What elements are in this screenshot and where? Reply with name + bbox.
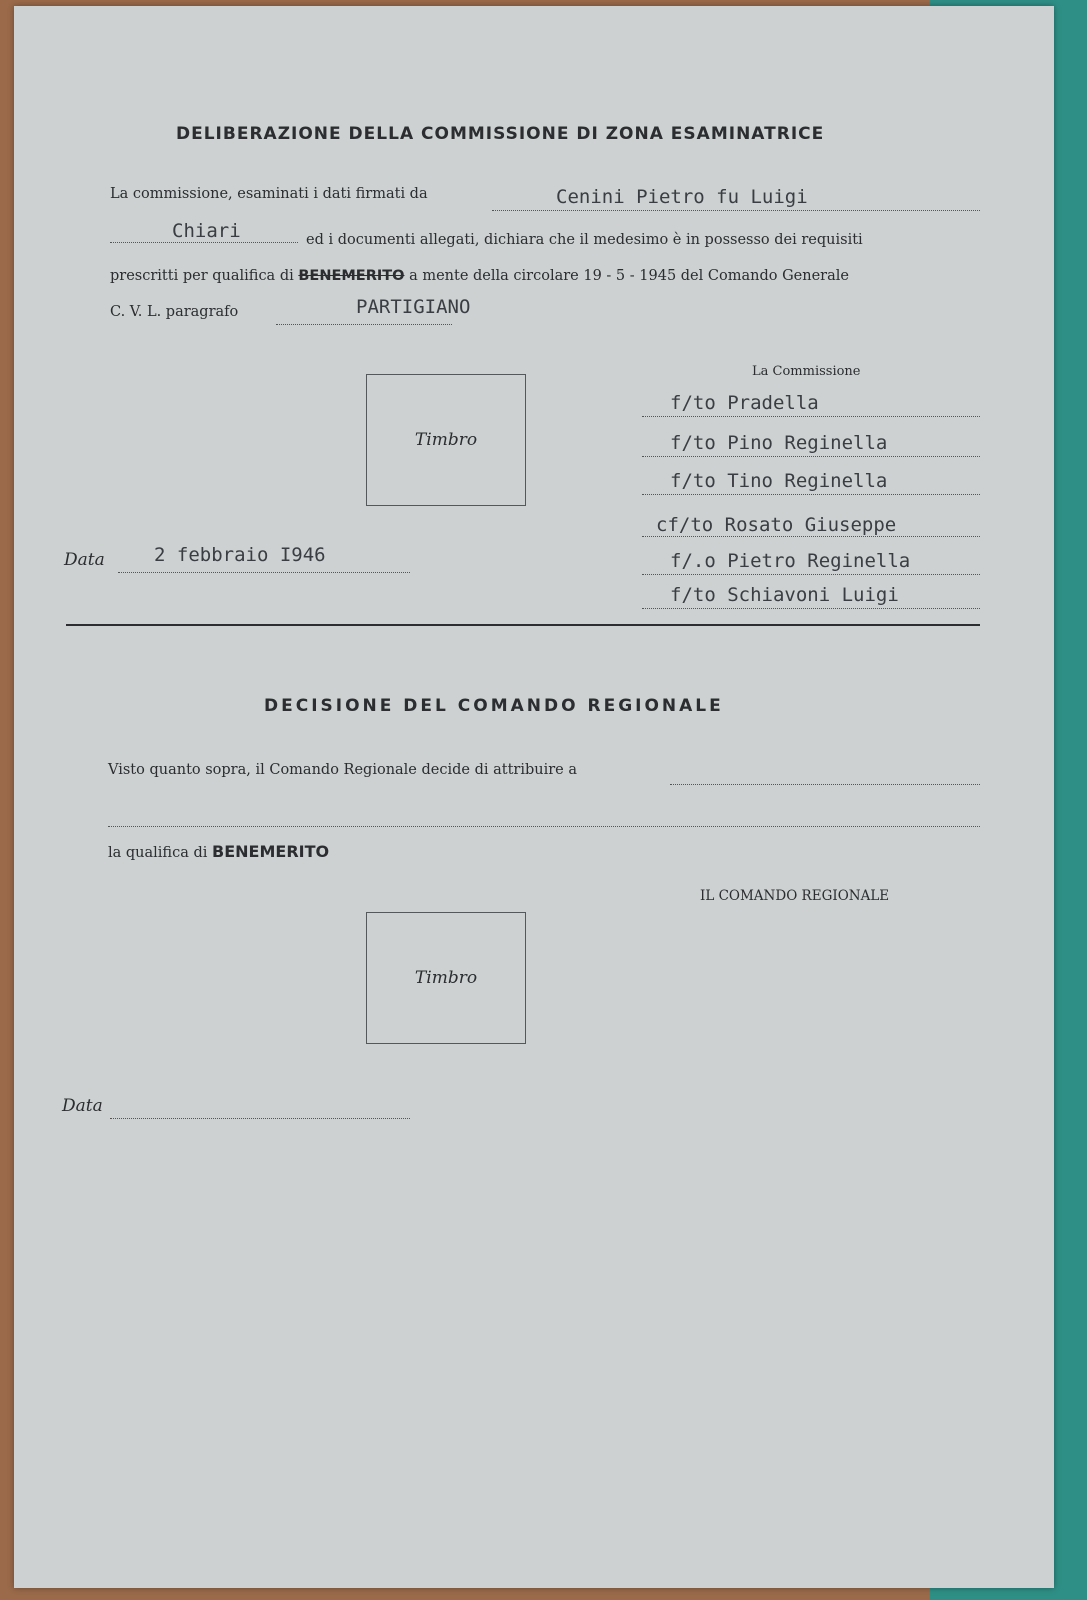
signature-line-3 [642,494,980,495]
paragraph-label: C. V. L. paragrafo [110,304,239,320]
signature-4: cf/to Rosato Giuseppe [656,514,897,536]
name-field-line [492,210,980,211]
date-value-1: 2 febbraio I946 [154,544,326,566]
signature-2: f/to Pino Reginella [670,432,888,454]
stamp-label-2: Timbro [414,968,478,988]
paragraph-field-line [276,324,452,325]
signature-line-1 [642,416,980,417]
signature-line-2 [642,456,980,457]
recipient-field-line-2 [108,826,980,827]
examined-name: Cenini Pietro fu Luigi [556,186,808,208]
section1-title: DELIBERAZIONE DELLA COMMISSIONE DI ZONA ESAMINATRICE [176,124,825,144]
signature-1: f/to Pradella [670,392,819,414]
signature-line-4 [642,536,980,537]
document-page [14,6,1054,1588]
date-field-line-2 [110,1118,410,1119]
signature-line-6 [642,608,980,609]
struck-qualifica: BENEMERITO [298,268,405,284]
signature-3: f/to Tino Reginella [670,470,888,492]
stamp-box-2 [366,912,526,1044]
signature-5: f/.o Pietro Reginella [670,550,911,572]
section2-title: DECISIONE DEL COMANDO REGIONALE [264,696,724,716]
decision-text: Visto quanto sopra, il Comando Regionale decide di attribuire a [108,762,578,778]
stamp-box-1 [366,374,526,506]
command-label: IL COMANDO REGIONALE [700,888,890,904]
stamp-label-1: Timbro [414,430,478,450]
examined-label: La commissione, esaminati i dati firmati da [110,186,428,202]
paragraph-value: PARTIGIANO [356,296,471,318]
qualifica-text: la qualifica di BENEMERITO [108,842,330,861]
section-divider [66,624,980,626]
commission-label: La Commissione [752,364,861,379]
signature-line-5 [642,574,980,575]
qualifica-benemerito: BENEMERITO [212,842,330,861]
date-label-2: Data [62,1096,103,1116]
recipient-field-line-1 [670,784,980,785]
place-value: Chiari [172,220,241,242]
place-field-line [110,242,298,243]
signature-6: f/to Schiavoni Luigi [670,584,899,606]
prescribed-text: prescritti per qualifica di BENEMERITO a mente della circolare 19 - 5 - 1945 del Comando Generale [110,268,849,284]
documents-text: ed i documenti allegati, dichiara che il medesimo è in possesso dei requisiti [306,232,863,248]
date-field-line-1 [118,572,410,573]
date-label-1: Data [64,550,105,570]
